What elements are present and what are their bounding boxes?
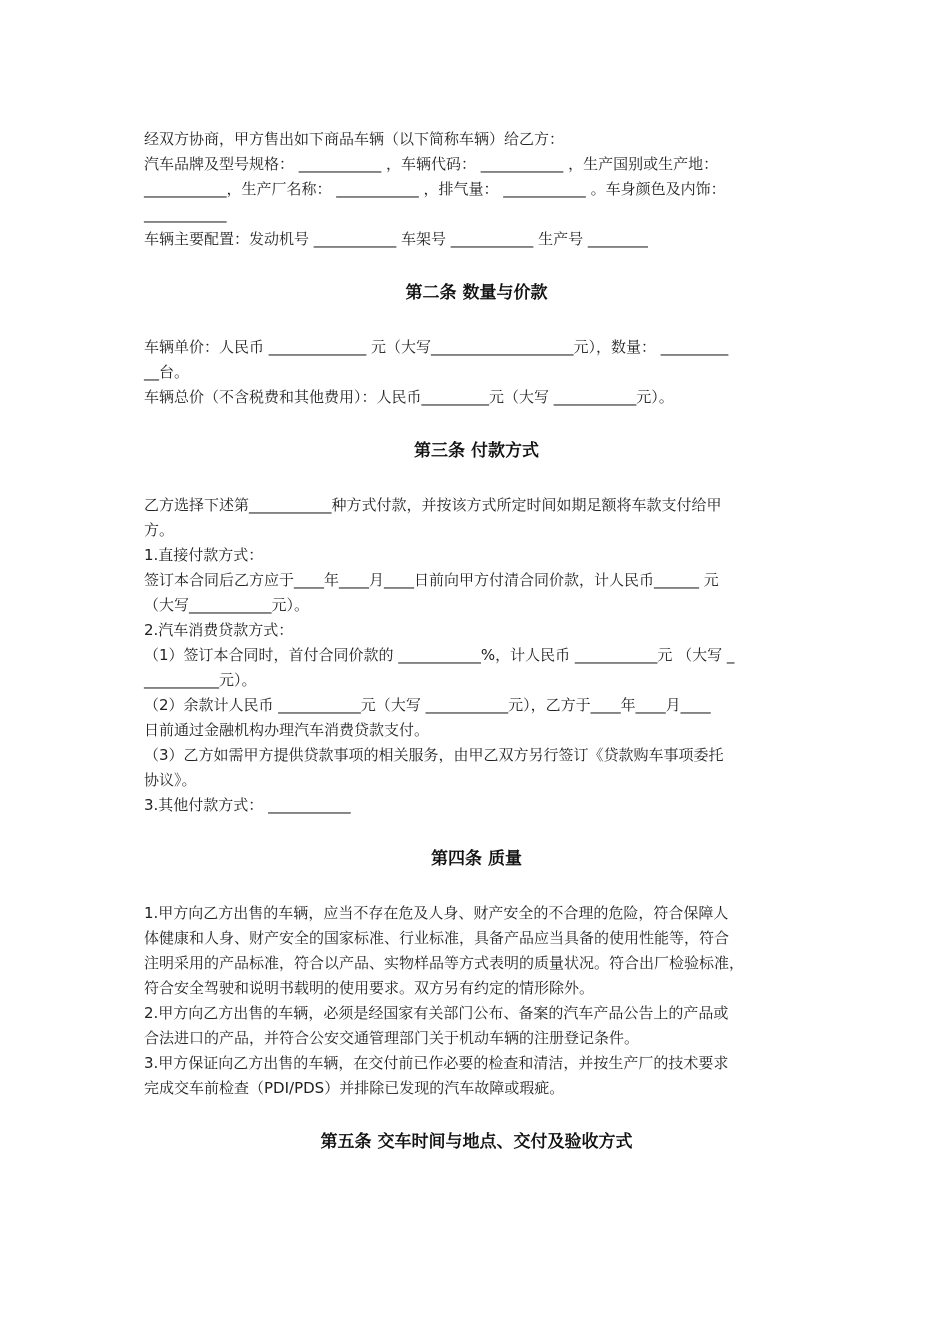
paragraph-line: 方。	[144, 521, 175, 539]
paragraph-line: __________元）。	[144, 671, 257, 689]
paragraph-line: ___________，生产厂名称： ___________ ，排气量： ___________ 。车身颜色及内饰：	[144, 180, 726, 198]
section-vehicle-info	[144, 127, 809, 252]
paragraph-line: 经双方协商，甲方售出如下商品车辆（以下简称车辆）给乙方：	[144, 130, 565, 148]
paragraph-line: 1.甲方向乙方出售的车辆，应当不存在危及人身、财产安全的不合理的危险，符合保障人	[144, 904, 729, 922]
paragraph-line: 汽车品牌及型号规格： ___________ ，车辆代码： ___________ ，生产国别或生产地：	[144, 155, 719, 173]
section-payment	[144, 493, 809, 818]
spacer	[144, 306, 809, 335]
spacer	[144, 818, 809, 847]
section-heading-delivery: 第五条 交车时间与地点、交付及验收方式	[320, 1132, 633, 1152]
paragraph-line: 协议》。	[144, 771, 197, 789]
spacer	[144, 252, 809, 281]
paragraph-line: 车辆单价：人民币 _____________ 元（大写___________________元），数量： _________	[144, 338, 729, 356]
paragraph-line: ___________	[144, 205, 227, 223]
paragraph-line: 完成交车前检查（PDI/PDS）并排除已发现的汽车故障或瑕疵。	[144, 1079, 565, 1097]
paragraph-line: 2.汽车消费贷款方式：	[144, 621, 294, 639]
paragraph-line: 3.甲方保证向乙方出售的车辆，在交付前已作必要的检查和清洁，并按生产厂的技术要求	[144, 1054, 729, 1072]
document-content	[144, 127, 809, 1155]
paragraph-line: 合法进口的产品，并符合公安交通管理部门关于机动车辆的注册登记条件。	[144, 1029, 640, 1047]
paragraph-line: 符合安全驾驶和说明书载明的使用要求。双方另有约定的情形除外。	[144, 979, 595, 997]
section-heading-quality: 第四条 质量	[431, 849, 522, 869]
paragraph-line: 体健康和人身、财产安全的国家标准、行业标准，具备产品应当具备的使用性能等，符合	[144, 929, 730, 947]
paragraph-line: （2）余款计人民币 ___________元（大写 ___________元），乙方于____年____月____	[144, 696, 711, 714]
paragraph-line: 乙方选择下述第___________种方式付款，并按该方式所定时间如期足额将车款支付给甲	[144, 496, 722, 514]
paragraph-line: 签订本合同后乙方应于____年____月____日前向甲方付清合同价款，计人民币______ 元	[144, 571, 719, 589]
spacer	[144, 464, 809, 493]
spacer	[144, 1101, 809, 1130]
paragraph-line: 1.直接付款方式：	[144, 546, 264, 564]
spacer	[144, 872, 809, 901]
section-quality	[144, 901, 809, 1101]
paragraph-line: 车辆主要配置：发动机号 ___________ 车架号 ___________ 生产号 ________	[144, 230, 648, 248]
spacer	[144, 410, 809, 439]
paragraph-line: 注明采用的产品标准，符合以产品、实物样品等方式表明的质量状况。符合出厂检验标准，	[144, 954, 745, 972]
section-heading-payment: 第三条 付款方式	[414, 441, 539, 461]
paragraph-line: 3.其他付款方式： ___________	[144, 796, 351, 814]
paragraph-line: 2.甲方向乙方出售的车辆，必须是经国家有关部门公布、备案的汽车产品公告上的产品或	[144, 1004, 729, 1022]
paragraph-line: 车辆总价（不含税费和其他费用）：人民币_________元（大写 ___________元）。	[144, 388, 674, 406]
paragraph-line: （大写___________元）。	[144, 596, 310, 614]
paragraph-line: 日前通过金融机构办理汽车消费贷款支付。	[144, 721, 430, 739]
paragraph-line: （1）签订本合同时，首付合同价款的 ___________%，计人民币 ___________元 （大写 _	[144, 646, 735, 664]
section-heading-quantity-price: 第二条 数量与价款	[405, 283, 548, 303]
paragraph-line: __台。	[144, 363, 190, 381]
paragraph-line: （3）乙方如需甲方提供贷款事项的相关服务，由甲乙双方另行签订《贷款购车事项委托	[144, 746, 724, 764]
section-quantity-price	[144, 335, 809, 410]
